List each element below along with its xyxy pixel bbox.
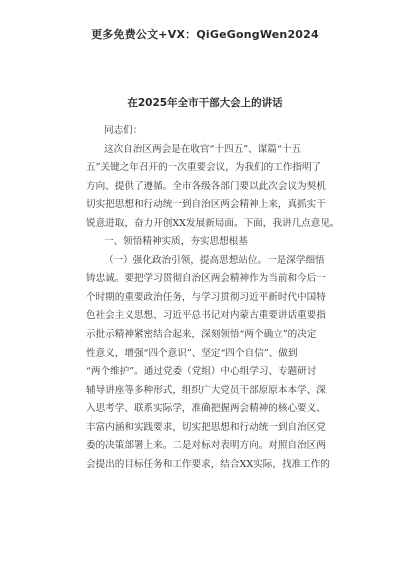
body-line: 锐意进取，奋力开创XX发展新局面。下面，我讲几点意见。 bbox=[86, 217, 340, 229]
body-line: 色社会主义思想、习近平总书记对内蒙古重要讲话重要指 bbox=[86, 310, 326, 322]
body-line: 示批示精神紧密结合起来，深刻领悟“两个确立”的决定 bbox=[86, 329, 317, 341]
body-line: 入思考学、联系实际学，准确把握两会精神的核心要义、 bbox=[86, 403, 326, 415]
body-line: 丰富内涵和实践要求，切实把思想和行动统一到自治区党 bbox=[86, 421, 326, 433]
body-line: 铸忠诚。要把学习贯彻自治区两会精神作为当前和今后一 bbox=[86, 273, 326, 285]
watermark-header: 更多免费公文+VX：QiGeGongWen2024 bbox=[91, 28, 319, 41]
body-line: 委的决策部署上来。二是对标对表明方向。对照自治区两 bbox=[86, 440, 326, 452]
body-line: 会提出的目标任务和工作要求，结合XX实际，找准工作的 bbox=[86, 458, 330, 470]
body-line: 这次自治区两会是在收官“十四五”、谋篇“十五 bbox=[104, 143, 301, 155]
body-line: “两个维护”。通过党委（党组）中心组学习、专题研讨 bbox=[86, 366, 317, 378]
body-line: 性意义，增强“四个意识”、坚定“四个自信”、做到 bbox=[86, 347, 298, 359]
body-line: 方向、提供了遵循。全市各级各部门要以此次会议为契机 bbox=[86, 180, 326, 192]
body-line: 五”关键之年召开的一次重要会议，为我们的工作指明了 bbox=[86, 162, 322, 174]
body-line: 辅导讲座等多种形式，组织广大党员干部原原本本学、深 bbox=[86, 384, 326, 396]
section-heading: 一、领悟精神实质，夯实思想根基 bbox=[104, 236, 248, 248]
page-title: 在2025年全市干部大会上的讲话 bbox=[127, 97, 283, 109]
body-line: 切实把思想和行动统一到自治区两会精神上来，真抓实干 bbox=[86, 199, 326, 211]
body-line: （一）强化政治引领，提高思想站位。一是深学细悟 bbox=[104, 254, 325, 266]
body-line: 个时期的重要政治任务，与学习贯彻习近平新时代中国特 bbox=[86, 291, 326, 303]
document-body bbox=[86, 122, 358, 474]
salutation-line: 同志们： bbox=[104, 125, 143, 136]
